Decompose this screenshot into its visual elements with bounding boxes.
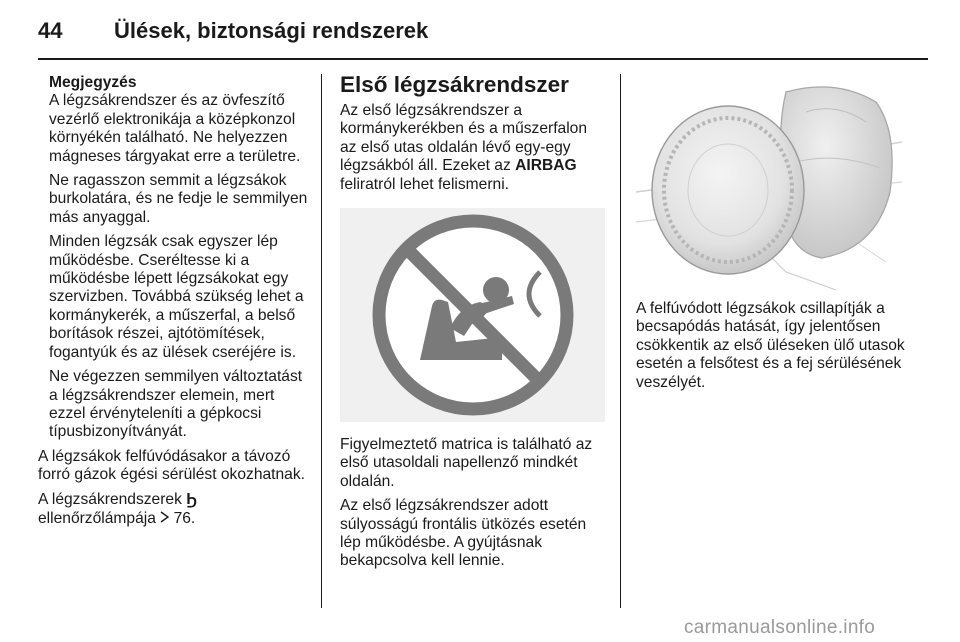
section-title: Ülések, biztonsági rendszerek: [114, 18, 429, 43]
header-divider: [38, 58, 928, 60]
body-paragraph-warning-light: [38, 491, 308, 529]
airbag-warning-icon: Ϧ: [186, 490, 198, 508]
left-column: [38, 74, 308, 534]
warning-light-text: A légzsákrendszerek: [38, 490, 182, 508]
front-airbag-heading: Első légzsákrendszer: [340, 72, 569, 97]
airbag-label: AIRBAG: [515, 157, 577, 175]
page-reference-arrow-icon[interactable]: [160, 509, 169, 527]
right-column: [636, 74, 906, 398]
warning-light-text-2: ellenőrzőlámpája: [38, 509, 156, 527]
watermark: carmanualsonline.info: [684, 617, 876, 638]
page-reference-link[interactable]: 76.: [173, 509, 196, 527]
deployed-airbags-image: [636, 72, 902, 290]
intro-text-end: feliratról lehet felismerni.: [340, 175, 509, 193]
intro-text: Az első légzsákrendszer a kormánykerékben és a műszerfalon az első utas oldalán lévő egy-egy légzsákból áll. Ezeket az: [340, 102, 588, 175]
front-airbag-intro: [340, 102, 605, 194]
deployment-paragraph: Az első légzsákrendszer adott súlyosságú frontális ütközés esetén lép működésbe. A gyújtásnak bekapcsolva kell lennie.: [340, 497, 587, 570]
note-heading: Megjegyzés: [49, 74, 137, 91]
note-paragraph-4: Ne végezzen semmilyen változtatást a légzsákrendszer elemein, mert ezzel érvényteleníti a gépkocsi típusbizonyítványát.: [49, 368, 303, 441]
note-paragraph-2: Ne ragasszon semmit a légzsákok burkolatára, és ne fedje le semmilyen más anyaggal.: [49, 172, 308, 226]
sticker-paragraph: Figyelmeztető matrica is található az első utasoldali napellenző mindkét oldalán.: [340, 436, 593, 490]
deployed-airbags-paragraph: A felfúvódott légzsákok csillapítják a becsapódás hatását, így jelentősen csökkentik az első üléseken ülő utasok esetén a felsőtest és a fej sérülésének veszélyét.: [636, 300, 905, 391]
note-box: [38, 74, 308, 442]
column-divider-right: [620, 74, 621, 608]
page-number: 44: [38, 18, 63, 43]
body-paragraph-hot-gas: A légzsákok felfúvódásakor a távozó forró gázok égési sérülést okozhatnak.: [38, 447, 305, 484]
page-header: [38, 18, 428, 50]
column-divider-left: [321, 74, 322, 608]
child-seat-warning-sticker: [340, 208, 605, 422]
deployed-airbags-illustration: [636, 72, 902, 290]
note-paragraph-3: Minden légzsák csak egyszer lép működésbe. Cseréltesse ki a működésbe lépett légzsákokat egy szervizben. Továbbá szükség lehet a kormánykerék, a műszerfal, a belső borítások részei, ajtótömítések, fogantyúk és az ülések cseréjére is.: [49, 233, 304, 361]
middle-column: [340, 74, 605, 577]
no-rear-facing-child-seat-icon: [368, 210, 578, 420]
note-paragraph-1: A légzsákrendszer és az övfeszítő vezérlő elektronikája a középkonzol környékén található. Ne helyezzen mágneses tárgyakat erre a területre.: [49, 92, 301, 165]
